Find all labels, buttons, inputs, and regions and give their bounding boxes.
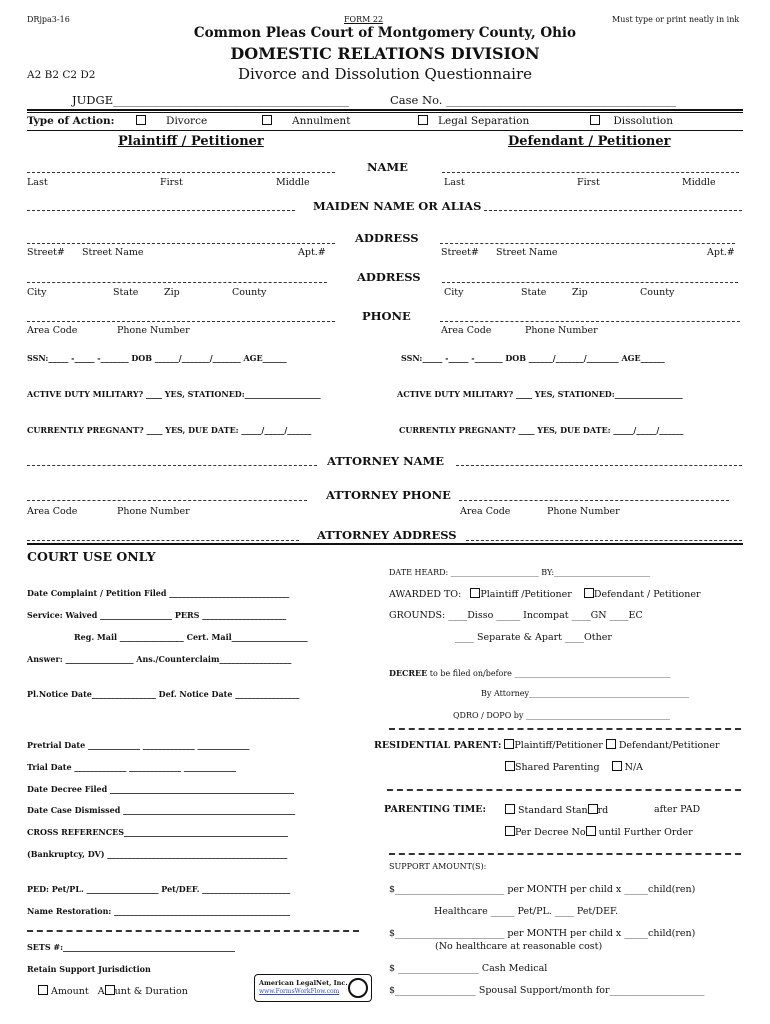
atty-def-area-code-label: Area Code [460,506,511,517]
right-divider-2 [387,789,741,791]
address-label: ADDRESS [355,231,419,245]
defendant-maiden-line[interactable] [484,210,742,211]
def-street-no-label: Street# [441,247,479,258]
amount-label: Amount [51,986,89,997]
awarded-defendant-checkbox[interactable] [584,588,594,598]
header-rule-top [27,109,743,111]
residential-parent-label: RESIDENTIAL PARENT: [374,740,502,751]
residential-plaintiff-label: Plaintiff/Petitioner [514,740,603,751]
shared-parenting-checkbox[interactable] [505,761,515,771]
pl-attorney-phone-line[interactable] [27,500,307,501]
reg-mail-field[interactable]: Reg. Mail ________________ Cert. Mail___________________ [74,632,308,642]
awarded-to-row [389,588,701,600]
amount-duration-label: unt & Duration [114,986,188,997]
right-divider-1 [389,728,741,730]
atty-pl-area-code-label: Area Code [27,506,78,517]
retain-options[interactable] [38,985,188,997]
shared-parenting-label: Shared Parenting [515,762,600,773]
pl-area-code-label: Area Code [27,325,78,336]
attorney-address-label: ATTORNEY ADDRESS [317,528,457,542]
date-heard-field[interactable]: DATE HEARD: ______________________ BY:________________________ [389,568,651,577]
form-title: Divorce and Dissolution Questionnaire [237,65,532,83]
per-decree-label: Per Decree No [515,827,586,838]
complaint-filed-field[interactable]: Date Complaint / Petition Filed ______________________________ [27,588,290,598]
def-zip-label: Zip [572,287,588,298]
division-name: DOMESTIC RELATIONS DIVISION [230,44,540,63]
def-phone-number-label: Phone Number [525,325,598,336]
trial-field[interactable]: Trial Date _____________ _____________ _____________ [27,762,236,772]
cross-references-field[interactable]: CROSS REFERENCES_________________________________________ [27,827,288,837]
section-rule [27,543,743,545]
option-legal-separation[interactable] [418,115,529,127]
pl-street-name-label: Street Name [82,247,144,258]
after-pad-label: after PAD [654,804,701,815]
publisher-logo [254,974,372,1002]
retain-jurisdiction-label: Retain Support Jurisdiction [27,964,151,974]
pl-middle-label: Middle [276,177,310,188]
form-code: DRjpa3-16 [27,15,70,24]
publisher-website-link[interactable]: www.FormsWorkFlow.com [259,988,340,995]
plaintiff-phone-line[interactable] [27,321,335,322]
spousal-support-line[interactable]: $_________________ Spousal Support/month for____________________ [389,985,705,996]
defendant-heading: Defendant / Petitioner [508,134,671,149]
na-label: N/A [624,762,644,773]
qdro-field[interactable]: QDRO / DOPO by ____________________________________ [453,711,670,720]
phone-label: PHONE [362,309,411,323]
form-number: FORM 22 [344,15,384,24]
no-healthcare-note: (No healthcare at reasonable cost) [435,941,603,952]
defendant-phone-line[interactable] [440,321,740,322]
action-label: Type of Action: [27,115,115,127]
pl-street-no-label: Street# [27,247,65,258]
pl-ssn-dob-age[interactable]: SSN:_____ -_____ -_______ DOB ______/_______/_______ AGE______ [27,353,287,363]
grounds-field[interactable]: GROUNDS: ____Disso _____ Incompat ____GN ____EC [389,610,643,621]
amount-duration-label-part: A [97,986,105,997]
def-apt-label: Apt.# [707,247,735,258]
def-attorney-name-line[interactable] [456,465,742,466]
def-middle-label: Middle [682,177,716,188]
option-label: Divorce [166,115,208,127]
atty-def-phone-number-label: Phone Number [547,506,620,517]
standard-order-checkbox[interactable] [588,804,598,814]
address-label-2: ADDRESS [357,270,421,284]
awarded-plaintiff-label: Plaintiff /Petitioner [480,589,572,600]
option-label: Legal Separation [438,115,530,127]
atty-pl-phone-number-label: Phone Number [117,506,190,517]
standard-label: Standard Stan [518,805,588,816]
standard-checkbox[interactable] [505,804,515,814]
bankruptcy-field[interactable]: (Bankruptcy, DV) _____________________________________________ [27,849,288,859]
checkbox[interactable] [418,115,428,125]
def-county-label: County [640,287,675,298]
cash-medical-line[interactable]: $ _________________ Cash Medical [389,963,548,974]
maiden-label: MAIDEN NAME OR ALIAS [313,199,482,213]
left-divider [27,930,359,932]
pl-state-label: State [113,287,139,298]
pl-county-label: County [232,287,267,298]
parenting-time-label: PARENTING TIME: [384,804,487,815]
residential-plaintiff-checkbox[interactable] [504,739,514,749]
def-last-label: Last [444,177,465,188]
option-annulment[interactable] [262,115,350,127]
plaintiff-city-line[interactable] [27,282,327,283]
decree-filed-field[interactable]: Date Decree Filed ______________________________________________ [27,784,294,794]
pl-attorney-name-line[interactable] [27,465,317,466]
right-divider-3 [389,853,741,855]
def-area-code-label: Area Code [441,325,492,336]
by-attorney-field[interactable]: By Attorney________________________________________ [481,689,690,698]
def-first-label: First [577,177,600,188]
answer-field[interactable]: Answer: _________________ Ans./Counterclaim__________________ [27,654,292,664]
amount-checkbox[interactable] [38,985,48,995]
support-amount-label: SUPPORT AMOUNT(S): [389,862,487,871]
pl-phone-number-label: Phone Number [117,325,190,336]
standard-label-end: rd [597,805,609,816]
option-label: Dissolution [613,115,674,127]
na-checkbox[interactable] [612,761,622,771]
awarded-defendant-label: Defendant / Petitioner [593,589,701,600]
grounds-field-2[interactable]: ____ Separate & Apart ____Other [455,632,612,643]
awarded-plaintiff-checkbox[interactable] [470,588,480,598]
ped-field[interactable]: PED: Pet/PL. __________________ Pet/DEF. ______________________ [27,884,291,894]
court-use-title: COURT USE ONLY [27,549,156,564]
action-rule [27,130,743,131]
pl-attorney-address-line[interactable] [27,540,299,541]
standard-row [505,804,608,816]
header-rule-bottom [27,112,743,113]
pl-last-label: Last [27,177,48,188]
checkbox[interactable] [136,115,146,125]
plaintiff-heading: Plaintiff / Petitioner [118,134,264,149]
attorney-name-label: ATTORNEY NAME [327,454,444,468]
defendant-city-line[interactable] [442,282,738,283]
pl-pregnant[interactable]: CURRENTLY PREGNANT? ____ YES, DUE DATE: _____/_____/______ [27,425,312,435]
attorney-phone-label: ATTORNEY PHONE [326,488,451,502]
residential-defendant-label: Defendant/Petitioner [618,740,720,751]
option-divorce[interactable] [136,115,207,127]
pl-city-label: City [27,287,47,298]
further-order-label: until Further Order [598,827,693,838]
pl-apt-label: Apt.# [298,247,326,258]
defendant-street-line[interactable] [440,243,735,244]
plaintiff-street-line[interactable] [27,243,335,244]
def-pregnant[interactable]: CURRENTLY PREGNANT? ____ YES, DUE DATE: _____/_____/______ [399,425,684,435]
def-military[interactable]: ACTIVE DUTY MILITARY? ____ YES, STATIONED:_________________ [397,389,683,399]
plaintiff-name-line[interactable] [27,172,335,173]
def-street-name-label: Street Name [496,247,558,258]
decree-field[interactable] [389,668,670,678]
checkbox[interactable] [262,115,272,125]
instruction-text: Must type or print neatly in ink [612,15,740,24]
amount-duration-checkbox[interactable] [105,985,115,995]
def-state-label: State [521,287,547,298]
further-order-checkbox[interactable] [586,826,596,836]
residential-defendant-checkbox[interactable] [606,739,616,749]
shared-parenting-row [505,761,643,773]
def-ssn-dob-age[interactable]: SSN:_____ -_____ -_______ DOB ______/_______/________ AGE______ [401,353,665,363]
name-label: NAME [367,160,408,174]
defendant-name-line[interactable] [442,172,739,173]
decree-label: DECREE [389,668,428,678]
case-number-field[interactable]: Case No. ________________________________________ [390,93,677,107]
checkbox[interactable] [590,115,600,125]
healthcare-line[interactable]: Healthcare _____ Pet/PL. ____ Pet/DEF. [434,906,619,917]
seal-icon [348,978,368,998]
support-line-1[interactable]: $_______________________ per MONTH per child x _____child(ren) [389,884,696,895]
plaintiff-maiden-line[interactable] [27,210,295,211]
dismissed-field[interactable]: Date Case Dismissed ___________________________________________ [27,805,296,815]
option-dissolution[interactable] [590,115,673,127]
pl-military[interactable]: ACTIVE DUTY MILITARY? ____ YES, STATIONED:___________________ [27,389,321,399]
residential-parent-row [374,739,720,751]
awarded-to-label: AWARDED TO: [389,589,462,600]
notice-date-field[interactable]: Pl.Notice Date________________ Def. Notice Date ________________ [27,689,300,699]
pretrial-field[interactable]: Pretrial Date _____________ _____________ _____________ [27,740,250,750]
service-field[interactable]: Service: Waived __________________ PERS _____________________ [27,610,287,620]
per-decree-checkbox[interactable] [505,826,515,836]
room-codes: A2 B2 C2 D2 [27,69,96,81]
court-name: Common Pleas Court of Montgomery County, Ohio [193,25,577,41]
name-restoration-field[interactable]: Name Restoration: ____________________________________________ [27,906,291,916]
judge-field[interactable]: JUDGE_________________________________________ [72,93,349,107]
publisher-name: American LegalNet, Inc. [259,979,348,987]
pl-zip-label: Zip [164,287,180,298]
option-label: Annulment [292,115,351,127]
support-line-2[interactable]: $_______________________ per MONTH per child x _____child(ren) [389,928,696,939]
decree-text: to be filed on/before _______________________________________ [427,669,671,678]
def-city-label: City [444,287,464,298]
pl-first-label: First [160,177,183,188]
def-attorney-phone-line[interactable] [459,500,729,501]
sets-field[interactable]: SETS #:___________________________________________ [27,942,236,952]
per-decree-row [505,826,693,838]
def-attorney-address-line[interactable] [466,540,742,541]
